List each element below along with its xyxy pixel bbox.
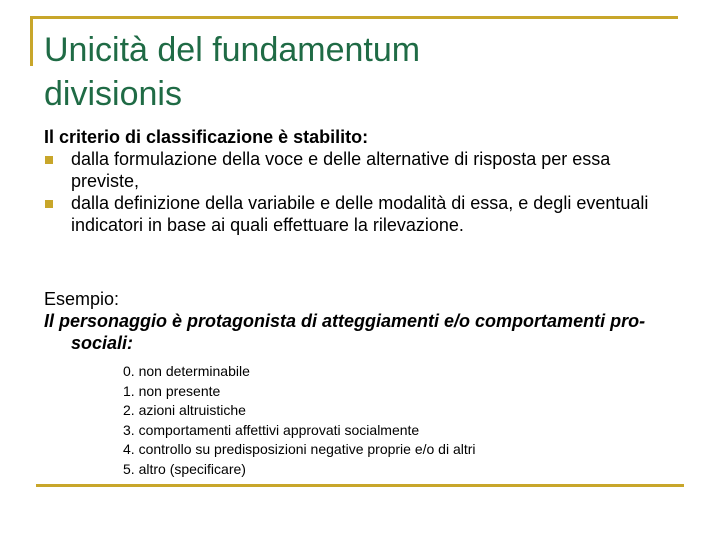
response-option: 5. altro (specificare) [123, 460, 246, 477]
example-question: Il personaggio è protagonista di atteggiamenti e/o comportamenti pro-sociali: [44, 311, 646, 353]
frame-top-line [30, 16, 678, 19]
intro-text: Il criterio di classificazione è stabilito: [44, 127, 369, 147]
frame-left-line [30, 16, 33, 66]
slide-body [44, 126, 674, 236]
bullet-item-formulation [44, 148, 674, 192]
response-option: 2. azioni altruistiche [123, 402, 246, 419]
bullet-label: dalla formulazione della voce e delle alternative di risposta per essa previste, [71, 149, 611, 191]
slide-title-line-2: divisionis [44, 75, 182, 113]
response-options-list [123, 362, 476, 480]
slide-title-line-1: Unicità del fundamentum [44, 31, 421, 69]
square-bullet-icon [45, 156, 53, 164]
bullet-label: dalla definizione della variabile e delle modalità di essa, e degli eventuali indicatori in base ai quali effettuare la rilevazione. [71, 193, 649, 235]
response-option: 4. controllo su predisposizioni negative proprie e/o di altri [123, 441, 476, 458]
bullet-item-definition [44, 192, 674, 236]
example-label: Esempio: [44, 289, 120, 309]
response-option: 0. non determinabile [123, 363, 250, 379]
frame-bottom-line [36, 484, 684, 487]
response-option: 1. non presente [123, 382, 221, 399]
response-option: 3. comportamenti affettivi approvati socialmente [123, 421, 420, 438]
example-block [44, 288, 674, 354]
bullet-list [44, 148, 674, 236]
slide-title [44, 28, 684, 116]
square-bullet-icon [45, 200, 53, 208]
